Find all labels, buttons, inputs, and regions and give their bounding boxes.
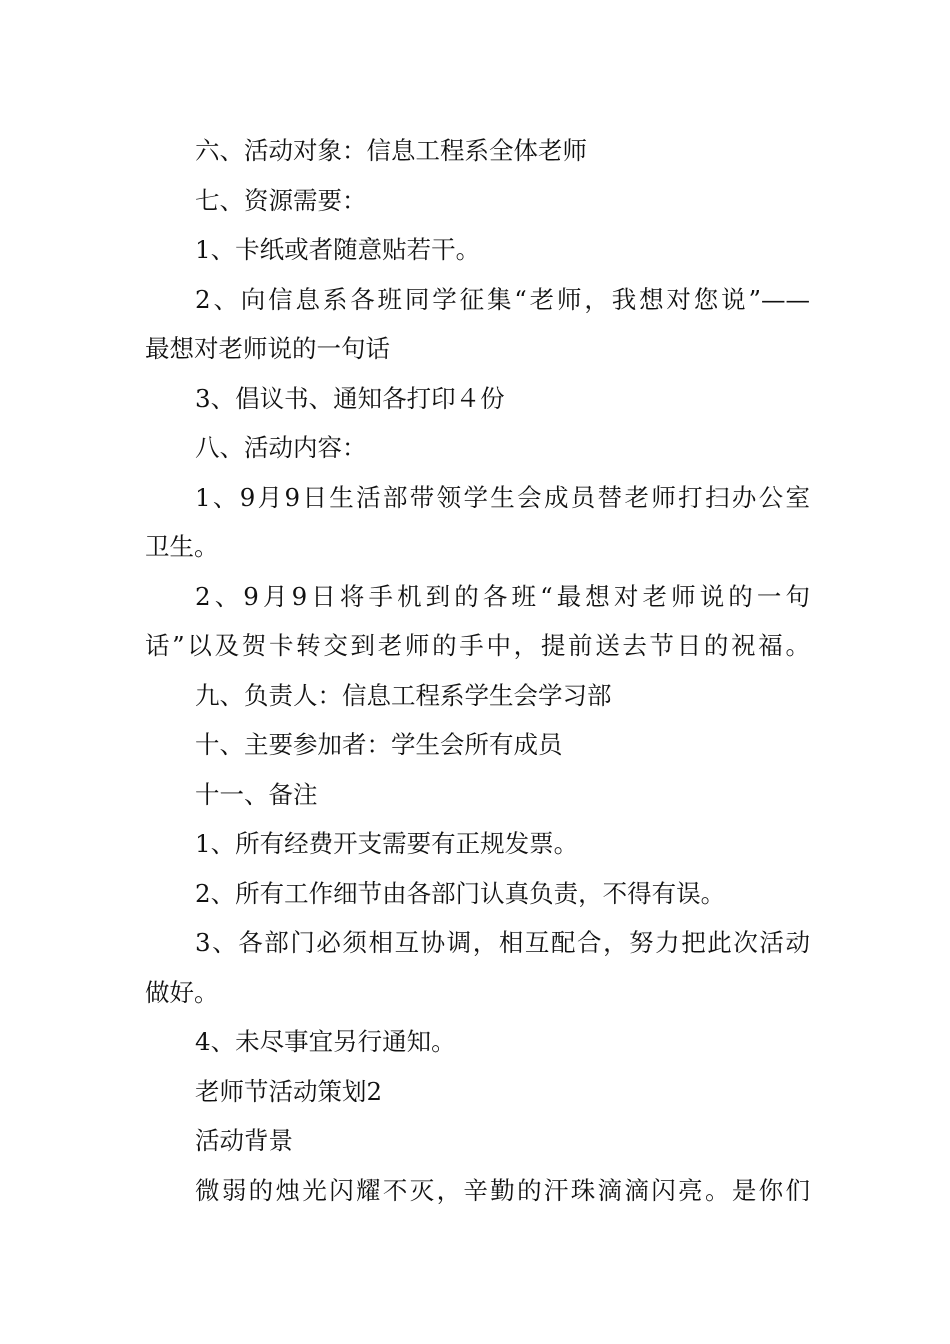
resource-item-1: 1、卡纸或者随意贴若干。 [195,235,481,264]
note-item-3-line-1: 3、各部门必须相互协调，相互配合，努力把此次活动 [195,928,810,957]
note-item-1: 1、所有经费开支需要有正规发票。 [195,829,579,858]
note-item-4: 4、未尽事宜另行通知。 [195,1027,456,1056]
section-9-owner: 九、负责人：信息工程系学生会学习部 [195,680,612,710]
resource-item-3: 3、倡议书、通知各打印４份 [195,383,505,413]
note-item-2: 2、所有工作细节由各部门认真负责，不得有误。 [195,878,726,908]
section-8-heading: 八、活动内容： [195,433,367,462]
plan-2-title: 老师节活动策划2 [195,1076,383,1106]
section-7-heading: 七、资源需要： [195,185,367,215]
note-item-3-line-2: 做好。 [145,977,219,1007]
content-item-1-line-2: 卫生。 [145,532,219,561]
section-11-heading: 十一、备注 [195,779,318,809]
activity-background-text: 微弱的烛光闪耀不灭，辛勤的汗珠滴滴闪亮。是你们 [195,1175,810,1205]
document-body [145,126,810,1215]
activity-background-heading: 活动背景 [195,1126,293,1155]
content-item-2-line-1: 2、9月9日将手机到的各班“最想对老师说的一句 [195,581,810,611]
section-10-participants: 十、主要参加者：学生会所有成员 [195,730,563,759]
resource-item-2-line-2: 最想对老师说的一句话 [145,334,390,363]
resource-item-2-line-1: 2、向信息系各班同学征集“老师，我想对您说”—— [195,284,810,314]
content-item-2-line-2: 话”以及贺卡转交到老师的手中，提前送去节日的祝福。 [145,631,810,660]
content-item-1-line-1: 1、9月9日生活部带领学生会成员替老师打扫办公室 [195,482,810,512]
section-6-target: 六、活动对象：信息工程系全体老师 [195,136,587,165]
